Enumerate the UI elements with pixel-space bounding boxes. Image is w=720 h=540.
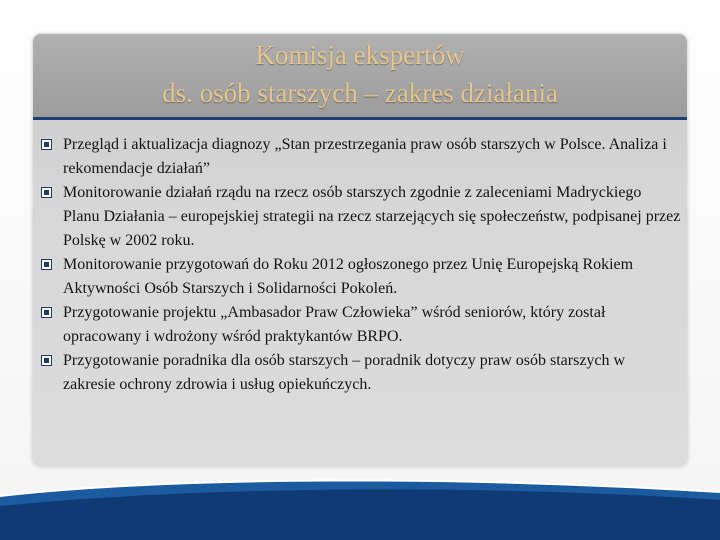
list-item (41, 301, 681, 349)
checkbox-square-bullet-icon (41, 307, 52, 318)
list-item (41, 253, 681, 301)
bullet-list (41, 133, 681, 397)
slide-title (33, 36, 687, 112)
checkbox-square-bullet-icon (41, 187, 52, 198)
list-item (41, 133, 681, 181)
list-item-text: Przygotowanie projektu „Ambasador Praw Człowieka” wśród seniorów, który został opracowany i wdrożony wśród praktykantów BRPO. (63, 304, 606, 345)
list-item (41, 349, 681, 397)
checkbox-square-bullet-icon (41, 139, 52, 150)
checkbox-square-bullet-icon (41, 355, 52, 366)
slide-title-line-1: Komisja ekspertów (255, 40, 465, 70)
footer-wave (0, 470, 720, 540)
title-divider (33, 117, 687, 120)
list-item-text: Przygotowanie poradnika dla osób starszych – poradnik dotyczy praw osób starszych w zakresie ochrony zdrowia i usług opiekuńczych. (63, 352, 626, 393)
list-item-text: Przegląd i aktualizacja diagnozy „Stan przestrzegania praw osób starszych w Polsce. Analiza i rekomendacje działań” (63, 136, 667, 177)
checkbox-square-bullet-icon (41, 259, 52, 270)
list-item-text: Monitorowanie działań rządu na rzecz osób starszych zgodnie z zaleceniami Madryckiego Planu Działania – europejskiej strategii na rzecz starzejących się społeczeństw, podpisanej przez Polskę w 2002 roku. (63, 184, 681, 249)
list-item-text: Monitorowanie przygotowań do Roku 2012 ogłoszonego przez Unię Europejską Rokiem Aktywności Osób Starszych i Solidarności Pokoleń. (63, 256, 634, 297)
slide-title-line-2: ds. osób starszych – zakres działania (162, 78, 558, 108)
list-item (41, 181, 681, 253)
